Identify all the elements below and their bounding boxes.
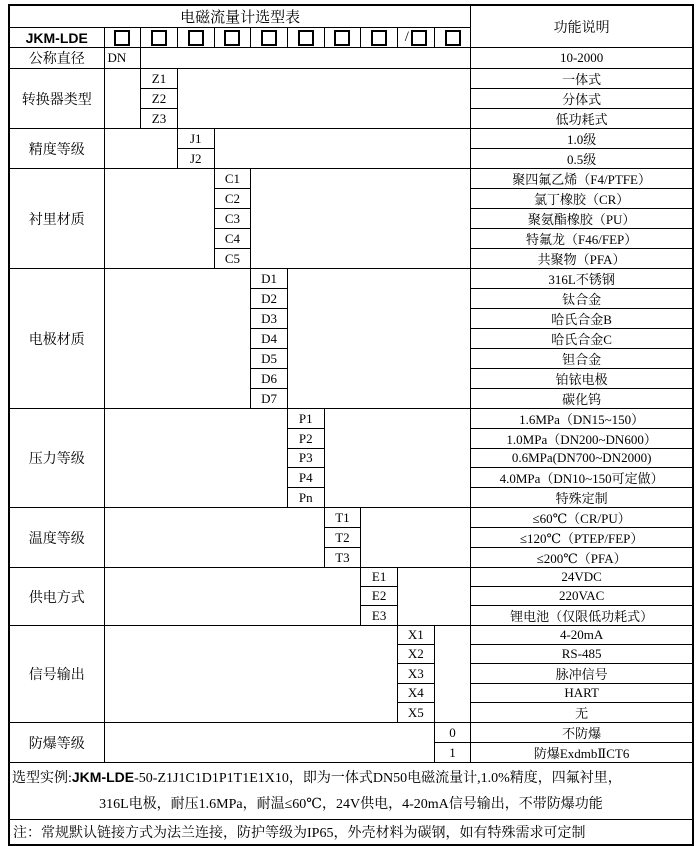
desc-cell: 聚氨酯橡胶（PU）: [471, 209, 693, 229]
code-cell: P3: [287, 449, 324, 468]
group-label-accuracy-class: 精度等级: [9, 129, 104, 169]
desc-cell: 特殊定制: [471, 488, 693, 508]
group-label-nominal-diameter: 公称直径: [9, 48, 104, 69]
code-cell: D4: [251, 329, 288, 349]
empty-cell: [104, 626, 398, 723]
desc-cell: 0.5级: [471, 149, 693, 169]
code-cell: 0: [434, 723, 471, 743]
empty-cell: [104, 69, 141, 129]
empty-cell: [214, 129, 471, 169]
checkbox-icon: [188, 30, 204, 46]
checkbox-icon: [411, 30, 427, 46]
example-row: [9, 763, 693, 820]
desc-cell: ≤120℃（PTEP/FEP）: [471, 528, 693, 548]
desc-cell: 无: [471, 703, 693, 723]
empty-cell: [434, 626, 471, 723]
code-cell: C3: [214, 209, 251, 229]
code-cell: X3: [398, 664, 435, 684]
empty-cell: [287, 269, 470, 409]
code-cell: T3: [324, 548, 361, 568]
code-cell: Z1: [141, 69, 178, 89]
checkbox-icon: [298, 30, 314, 46]
desc-cell: 24VDC: [471, 568, 693, 587]
desc-cell: 不防爆: [471, 723, 693, 743]
model-digit-cell: [177, 28, 214, 48]
group-label-pressure-rating: 压力等级: [9, 409, 104, 508]
desc-cell: 氯丁橡胶（CR）: [471, 189, 693, 209]
desc-cell: 铂铱电极: [471, 369, 693, 389]
empty-cell: [104, 129, 177, 169]
desc-cell: 聚四氟乙烯（F4/PTFE）: [471, 169, 693, 189]
code-cell: P2: [287, 429, 324, 449]
empty-cell: [361, 508, 471, 568]
code-cell: X4: [398, 684, 435, 703]
example-line2: 316L电极，耐压1.6MPa，耐温≤60℃，24V供电，4-20mA信号输出，不带防爆功能: [99, 797, 603, 812]
group-label-converter-type: 转换器类型: [9, 69, 104, 129]
checkbox-icon: [151, 30, 167, 46]
desc-cell: 316L不锈钢: [471, 269, 693, 289]
code-cell: X2: [398, 645, 435, 664]
example-model: JKM-LDE: [71, 769, 135, 785]
slash-separator: /: [404, 29, 409, 46]
code-cell: E3: [361, 606, 398, 626]
desc-cell: 10-2000: [471, 48, 693, 69]
checkbox-icon: [445, 30, 461, 46]
code-cell: D7: [251, 389, 288, 409]
selection-table: [8, 4, 694, 846]
code-cell: J1: [177, 129, 214, 149]
desc-cell: 哈氏合金C: [471, 329, 693, 349]
empty-cell: [104, 568, 361, 626]
group-label-electrode-material: 电极材质: [9, 269, 104, 409]
desc-cell: 0.6MPa(DN700~DN2000): [471, 449, 693, 468]
code-cell: C4: [214, 229, 251, 249]
group-label-lining-material: 衬里材质: [9, 169, 104, 269]
empty-cell: [324, 409, 471, 508]
desc-cell: 哈氏合金B: [471, 309, 693, 329]
code-cell: T2: [324, 528, 361, 548]
code-cell: DN: [104, 48, 141, 69]
code-cell: X1: [398, 626, 435, 645]
model-digit-cell: [434, 28, 471, 48]
model-digit-cell: [141, 28, 178, 48]
desc-cell: 防爆ExdmbⅡCT6: [471, 743, 693, 763]
code-cell: C5: [214, 249, 251, 269]
code-cell: P1: [287, 409, 324, 429]
desc-cell: 1.0级: [471, 129, 693, 149]
desc-cell: 脉冲信号: [471, 664, 693, 684]
empty-cell: [104, 723, 434, 763]
empty-cell: [141, 48, 471, 69]
checkbox-icon: [224, 30, 240, 46]
desc-cell: RS-485: [471, 645, 693, 664]
code-cell: Z3: [141, 109, 178, 129]
checkbox-icon: [371, 30, 387, 46]
desc-cell: 一体式: [471, 69, 693, 89]
desc-cell: 锂电池（仅限低功耗式）: [471, 606, 693, 626]
function-description-header: 功能说明: [471, 5, 693, 48]
empty-cell: [104, 409, 287, 508]
desc-cell: 220VAC: [471, 587, 693, 606]
model-digit-cell: [287, 28, 324, 48]
desc-cell: 钽合金: [471, 349, 693, 369]
empty-cell: [251, 169, 471, 269]
code-cell: D1: [251, 269, 288, 289]
code-cell: X5: [398, 703, 435, 723]
desc-cell: 碳化钨: [471, 389, 693, 409]
group-label-power-supply: 供电方式: [9, 568, 104, 626]
code-cell: Pn: [287, 488, 324, 508]
model-digit-cell: [361, 28, 398, 48]
code-cell: 1: [434, 743, 471, 763]
table-title: 电磁流量计选型表: [9, 5, 471, 28]
model-digit-cell: [324, 28, 361, 48]
empty-cell: [104, 269, 251, 409]
checkbox-icon: [114, 30, 130, 46]
checkbox-icon: [261, 30, 277, 46]
desc-cell: 1.6MPa（DN15~150）: [471, 409, 693, 429]
code-cell: Z2: [141, 89, 178, 109]
model-digit-cell: [104, 28, 141, 48]
code-cell: P4: [287, 468, 324, 488]
example-text: -50-Z1J1C1D1P1T1E1X10，即为一体式DN50电磁流量计,1.0%精度，四氟衬里，: [134, 771, 622, 786]
code-cell: D6: [251, 369, 288, 389]
desc-cell: HART: [471, 684, 693, 703]
desc-cell: 共聚物（PFA）: [471, 249, 693, 269]
desc-cell: 4-20mA: [471, 626, 693, 645]
group-label-explosion-proof-rating: 防爆等级: [9, 723, 104, 763]
code-cell: C2: [214, 189, 251, 209]
desc-cell: ≤200℃（PFA）: [471, 548, 693, 568]
empty-cell: [398, 568, 471, 626]
code-cell: E2: [361, 587, 398, 606]
desc-cell: 钛合金: [471, 289, 693, 309]
checkbox-icon: [334, 30, 350, 46]
code-cell: D5: [251, 349, 288, 369]
note-row: 注：常规默认链接方式为法兰连接，防护等级为IP65，外壳材料为碳钢，如有特殊需求可定制: [9, 820, 693, 845]
code-cell: D3: [251, 309, 288, 329]
code-cell: J2: [177, 149, 214, 169]
group-label-signal-output: 信号输出: [9, 626, 104, 723]
desc-cell: ≤60℃（CR/PU）: [471, 508, 693, 528]
empty-cell: [104, 169, 214, 269]
model-digit-cell-slash: [398, 28, 435, 48]
code-cell: D2: [251, 289, 288, 309]
empty-cell: [104, 508, 324, 568]
code-cell: C1: [214, 169, 251, 189]
desc-cell: 1.0MPa（DN200~DN600）: [471, 429, 693, 449]
example-line1: [10, 764, 692, 792]
code-cell: E1: [361, 568, 398, 587]
model-digit-cell: [214, 28, 251, 48]
desc-cell: 特氟龙（F46/FEP）: [471, 229, 693, 249]
model-prefix: JKM-LDE: [9, 28, 104, 48]
desc-cell: 低功耗式: [471, 109, 693, 129]
example-prefix: 选型实例:: [12, 771, 72, 786]
desc-cell: 4.0MPa（DN10~150可定做）: [471, 468, 693, 488]
empty-cell: [177, 69, 471, 129]
model-digit-cell: [251, 28, 288, 48]
code-cell: T1: [324, 508, 361, 528]
group-label-temperature-rating: 温度等级: [9, 508, 104, 568]
desc-cell: 分体式: [471, 89, 693, 109]
